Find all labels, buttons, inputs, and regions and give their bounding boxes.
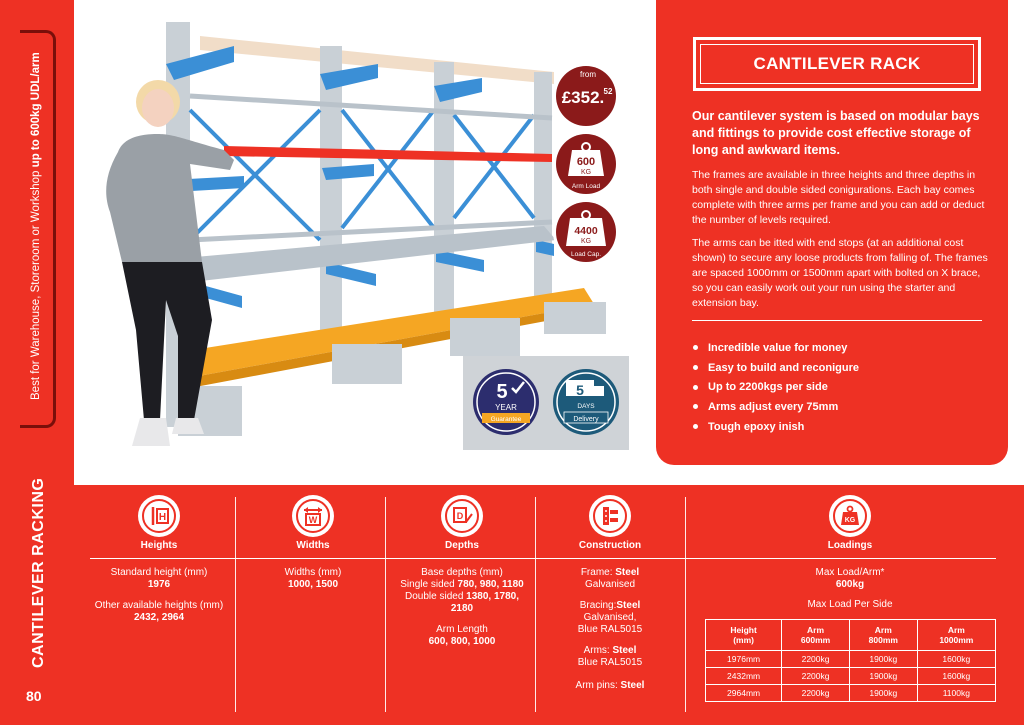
arm-load-value: 600 <box>576 156 596 168</box>
delivery-badge <box>553 369 619 435</box>
height-icon <box>138 495 180 537</box>
arms-spec: Arms: Steel Blue RAL5015 <box>577 645 643 668</box>
page-number: 80 <box>26 688 42 704</box>
svg-text:H: H <box>158 512 167 523</box>
spec-column-widths <box>241 485 385 725</box>
delivery-number: 5 <box>576 382 584 398</box>
other-heights: Other available heights (mm) 2432, 2964 <box>94 600 224 623</box>
base-depths: Base depths (mm) Single sided 780, 980, 1180 Double sided 1380, 1780, 2180 <box>400 567 524 614</box>
feature-item: Tough epoxy inish <box>692 417 982 437</box>
column-divider <box>535 497 536 712</box>
intro-text: Our cantilever system is based on modular bays and fittings to provide cost effective storage of long and awkward items. <box>692 109 980 157</box>
frame-spec: Frame: Steel Galvanised <box>580 567 640 590</box>
arm-load-badge <box>553 131 619 197</box>
price-badge <box>553 63 619 129</box>
arm-load-unit: KG <box>580 169 592 176</box>
load-table-header-cell: Height (mm) <box>706 620 782 651</box>
bracing-spec: Bracing:Steel Galvanised, Blue RAL5015 <box>577 600 643 635</box>
max-load-arm: Max Load/Arm* 600kg <box>815 567 885 590</box>
arm-pins-spec: Arm pins: Steel <box>575 680 645 691</box>
sidebar-tagline-bold: up to 600kg UDL/arm <box>30 52 42 168</box>
sidebar-tagline <box>30 40 42 400</box>
spec-heading-heights: Heights <box>140 540 178 551</box>
product-title: CANTILEVER RACK <box>753 54 921 73</box>
spec-column-heights <box>90 485 228 725</box>
table-row: 2964mm 2200kg 1900kg 1100kg <box>706 685 996 702</box>
divider <box>692 320 982 321</box>
price-from-label: from <box>580 70 596 79</box>
guarantee-number: 5 <box>496 381 508 403</box>
spec-heading-depths: Depths <box>445 540 479 551</box>
standard-height: Standard height (mm) 1976 <box>110 567 208 590</box>
construction-icon <box>589 495 631 537</box>
load-cap-label: Load Cap. <box>571 251 601 258</box>
arm-length: Arm Length 600, 800, 1000 <box>428 624 496 647</box>
feature-item: Easy to build and reconigure <box>692 358 982 378</box>
product-title-box <box>693 37 981 91</box>
section-title: CANTILEVER RACKING <box>30 477 47 668</box>
load-table <box>705 619 996 702</box>
price-pence: 52 <box>603 87 613 96</box>
load-cap-value: 4400 <box>574 225 598 237</box>
width-icon <box>292 495 334 537</box>
description-paragraph-1: The frames are available in three heights and three depths in both single and double sided conigurations. Each bay comes complete with three arms per frame and you can add or deduct the number of levels required. <box>692 169 985 226</box>
delivery-word: DAYS <box>577 403 595 410</box>
guarantee-word: YEAR <box>495 403 517 412</box>
arm-load-label: Arm Load <box>571 183 601 190</box>
delivery-label: Delivery <box>573 416 599 423</box>
load-table-header-cell: Arm 600mm <box>782 620 850 651</box>
specifications-section <box>74 485 1024 725</box>
load-table-header <box>706 620 996 651</box>
depth-icon <box>441 495 483 537</box>
column-divider <box>685 497 686 712</box>
svg-text:W: W <box>308 515 318 525</box>
spec-column-construction <box>540 485 680 725</box>
spec-heading-widths: Widths <box>296 540 330 551</box>
feature-item: Arms adjust every 75mm <box>692 397 982 417</box>
price-value: £352. <box>561 88 605 107</box>
product-info-panel <box>656 0 1008 465</box>
product-hero-image <box>74 0 656 485</box>
load-cap-unit: KG <box>580 238 592 245</box>
load-table-header-cell: Arm 800mm <box>849 620 917 651</box>
weight-kg-icon <box>829 495 871 537</box>
svg-text:KG: KG <box>844 517 856 524</box>
cantilever-rack-illustration <box>74 0 656 485</box>
guarantee-label: Guarantee <box>490 416 522 423</box>
table-row: 1976mm 2200kg 1900kg 1600kg <box>706 651 996 668</box>
column-divider <box>385 497 386 712</box>
spec-heading-construction: Construction <box>578 540 642 551</box>
left-sidebar-strip <box>0 0 74 725</box>
max-load-side-label: Max Load Per Side <box>807 599 893 610</box>
feature-list <box>692 338 982 436</box>
load-table-header-cell: Arm 1000mm <box>917 620 995 651</box>
widths-value: Widths (mm) 1000, 1500 <box>284 567 342 590</box>
column-divider <box>235 497 236 712</box>
guarantee-badge <box>473 369 539 435</box>
spec-column-depths <box>390 485 534 725</box>
description-paragraph-2: The arms can be itted with end stops (at an additional cost shown) to secure any loose products from falling of. The frames are spaced 1000mm or 1500mm apart with bolted on X brace, so you can easily work out your run using the starter and extension bay. <box>692 237 988 309</box>
table-row: 2432mm 2200kg 1900kg 1600kg <box>706 668 996 685</box>
svg-text:D: D <box>456 511 464 521</box>
sidebar-tagline-text: Best for Warehouse, Storeroom or Workshop <box>30 170 42 400</box>
spec-heading-loadings: Loadings <box>827 540 873 551</box>
feature-item: Up to 2200kgs per side <box>692 377 982 397</box>
feature-item: Incredible value for money <box>692 338 982 358</box>
load-capacity-badge <box>553 199 619 265</box>
